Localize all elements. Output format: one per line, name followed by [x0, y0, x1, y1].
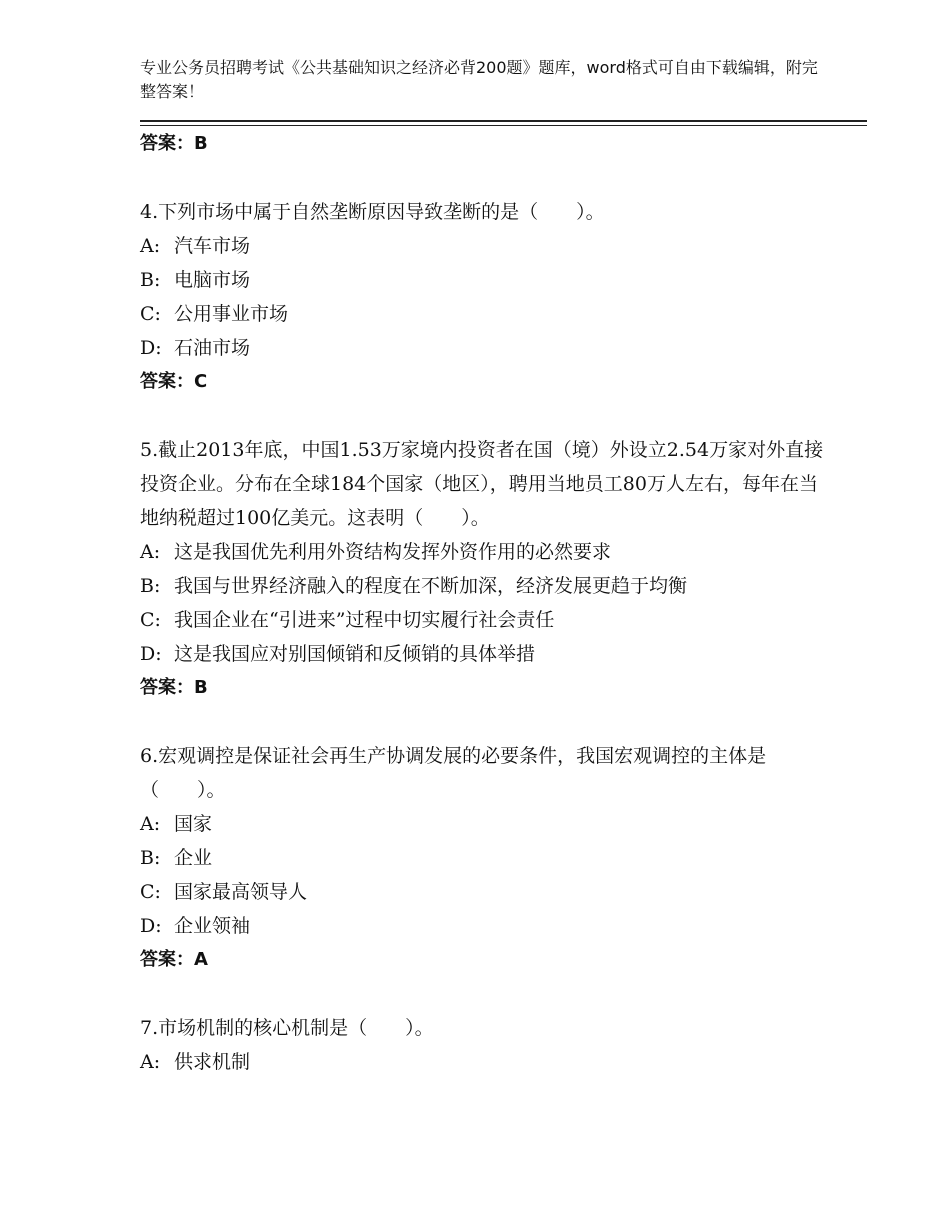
option-a: A: 这是我国优先利用外资结构发挥外资作用的必然要求: [140, 541, 612, 563]
header-rule-thin: [140, 125, 867, 126]
option-b: B: 我国与世界经济融入的程度在不断加深，经济发展更趋于均衡: [140, 575, 688, 597]
header-rule-thick: [140, 120, 867, 122]
question-text: 5.截止2013年底，中国1.53万家境内投资者在国（境）外设立2.54万家对外直接投资企业。分布在全球184个国家（地区），聘用当地员工80万人左右，每年在当地纳税超过100亿美元。这表明（ ）。: [140, 439, 824, 529]
option-a: A: 供求机制: [140, 1051, 251, 1073]
document-content: [140, 127, 830, 1079]
option-a: A: 汽车市场: [140, 235, 251, 257]
question-block-6: [140, 739, 830, 977]
answer-text: 答案：B: [140, 677, 208, 698]
option-d: D: 这是我国应对别国倾销和反倾销的具体举措: [140, 643, 536, 665]
question-text: 7.市场机制的核心机制是（ ）。: [140, 1017, 434, 1039]
question-block-4: [140, 195, 830, 399]
question-block-5: [140, 433, 830, 705]
answer-text: 答案：C: [140, 371, 208, 392]
page-header: 专业公务员招聘考试《公共基础知识之经济必背200题》题库，word格式可自由下载编辑，附完整答案！: [140, 58, 818, 101]
question-block-7: [140, 1011, 830, 1079]
option-d: D: 企业领袖: [140, 915, 251, 937]
option-a: A: 国家: [140, 813, 213, 835]
answer-text: 答案：A: [140, 949, 208, 970]
option-c: C: 国家最高领导人: [140, 881, 308, 903]
option-d: D: 石油市场: [140, 337, 251, 359]
question-text: 4.下列市场中属于自然垄断原因导致垄断的是（ ）。: [140, 201, 605, 223]
option-c: C: 我国企业在“引进来”过程中切实履行社会责任: [140, 609, 555, 631]
option-c: C: 公用事业市场: [140, 303, 289, 325]
answer-q3: 答案：B: [140, 133, 208, 154]
question-text: 6.宏观调控是保证社会再生产协调发展的必要条件，我国宏观调控的主体是（ ）。: [140, 745, 767, 801]
option-b: B: 企业: [140, 847, 213, 869]
option-b: B: 电脑市场: [140, 269, 251, 291]
